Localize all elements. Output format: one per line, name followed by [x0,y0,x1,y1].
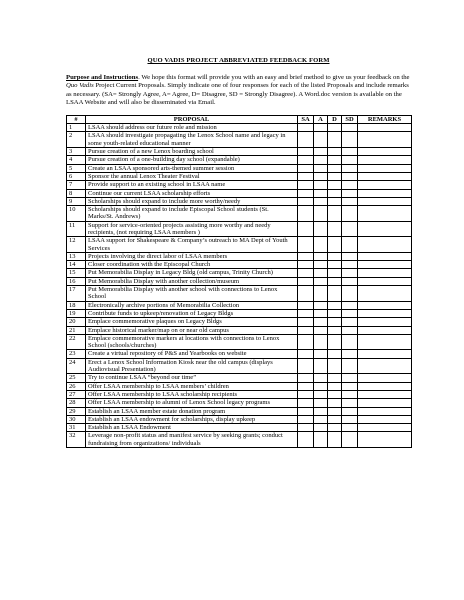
d-cell[interactable] [328,326,342,334]
a-cell[interactable] [314,407,328,415]
a-cell[interactable] [314,197,328,205]
sa-cell[interactable] [298,148,314,156]
sa-cell[interactable] [298,286,314,302]
header-num: # [67,115,86,124]
row-number: 10 [67,206,86,222]
row-number: 26 [67,382,86,390]
a-cell[interactable] [314,432,328,448]
proposal-text: Emplace commemorative markers at locations with connections to Lenox School (schools/churches) [86,334,298,350]
remarks-cell[interactable] [358,148,412,156]
a-cell[interactable] [314,382,328,390]
a-cell[interactable] [314,318,328,326]
proposal-text: Offer LSAA membership to alumni of Lenox School legacy programs [86,399,298,407]
row-number: 4 [67,156,86,164]
sa-cell[interactable] [298,277,314,285]
sa-cell[interactable] [298,358,314,374]
remarks-cell[interactable] [358,350,412,358]
feedback-form [66,57,411,448]
instructions-text-1: . We hope this format will provide you with an easy and brief method to give us your feedback on the [138,74,410,81]
sd-cell[interactable] [342,334,358,350]
header-a: A [314,115,328,124]
table-row [67,124,412,132]
sd-cell[interactable] [342,415,358,423]
proposal-text: Create an LSAA sponsored arts-themed summer session [86,164,298,172]
sa-cell[interactable] [298,252,314,260]
table-row [67,221,412,237]
row-number: 25 [67,374,86,382]
table-row [67,206,412,222]
table-row [67,261,412,269]
proposal-text: Put Memorabilia Display in Legacy Bldg (old campus, Trinity Church) [86,269,298,277]
a-cell[interactable] [314,252,328,260]
d-cell[interactable] [328,172,342,180]
row-number: 18 [67,301,86,309]
sa-cell[interactable] [298,399,314,407]
sa-cell[interactable] [298,301,314,309]
a-cell[interactable] [314,206,328,222]
a-cell[interactable] [314,237,328,253]
sa-cell[interactable] [298,132,314,148]
table-row [67,318,412,326]
table-row [67,197,412,205]
proposal-text: Establish an LSAA endowment for scholarships, display upkeep [86,415,298,423]
row-number: 30 [67,415,86,423]
remarks-cell[interactable] [358,399,412,407]
sa-cell[interactable] [298,309,314,317]
remarks-cell[interactable] [358,382,412,390]
sd-cell[interactable] [342,132,358,148]
a-cell[interactable] [314,286,328,302]
proposal-text: Sponsor the annual Lenox Theater Festival [86,172,298,180]
a-cell[interactable] [314,390,328,398]
proposal-text: Contribute funds to upkeep/renovation of Legacy Bldgs [86,309,298,317]
sd-cell[interactable] [342,374,358,382]
row-number: 14 [67,261,86,269]
remarks-cell[interactable] [358,432,412,448]
proposal-text: Scholarships should expand to include more worthy/needy [86,197,298,205]
remarks-cell[interactable] [358,374,412,382]
a-cell[interactable] [314,132,328,148]
sd-cell[interactable] [342,277,358,285]
row-number: 17 [67,286,86,302]
table-row [67,407,412,415]
table-row [67,374,412,382]
table-row [67,432,412,448]
remarks-cell[interactable] [358,424,412,432]
sd-cell[interactable] [342,197,358,205]
sa-cell[interactable] [298,206,314,222]
sa-cell[interactable] [298,407,314,415]
header-d: D [328,115,342,124]
table-row [67,252,412,260]
remarks-cell[interactable] [358,415,412,423]
row-number: 15 [67,269,86,277]
d-cell[interactable] [328,164,342,172]
header-proposal: PROPOSAL [86,115,298,124]
sd-cell[interactable] [342,189,358,197]
table-row [67,181,412,189]
proposal-text: Erect a Lenox School Information Kiosk near the old campus (displays Audiovisual Presentation) [86,358,298,374]
remarks-cell[interactable] [358,156,412,164]
remarks-cell[interactable] [358,390,412,398]
sd-cell[interactable] [342,358,358,374]
sd-cell[interactable] [342,269,358,277]
remarks-cell[interactable] [358,197,412,205]
table-row [67,172,412,180]
proposal-text: Offer LSAA membership to LSAA members’ children [86,382,298,390]
sd-cell[interactable] [342,309,358,317]
row-number: 29 [67,407,86,415]
remarks-cell[interactable] [358,407,412,415]
proposal-text: Provide support to an existing school in LSAA name [86,181,298,189]
table-row [67,326,412,334]
sd-cell[interactable] [342,156,358,164]
d-cell[interactable] [328,132,342,148]
proposal-text: LSAA support for Shakespeare & Company’s outreach to MA Dept of Youth Services [86,237,298,253]
instructions-text-2: Project Current Proposals. Simply indicate one of four responses for each of the listed Proposals and include remarks as necessary. (SA= Strongly Agree, A= Agree, D= Disagree, SD = Strongly Disagree). A Word.doc version is available on the LSAA Website and will also be disseminated via Email. [66,82,409,107]
sd-cell[interactable] [342,206,358,222]
remarks-cell[interactable] [358,237,412,253]
row-number: 7 [67,181,86,189]
d-cell[interactable] [328,350,342,358]
a-cell[interactable] [314,424,328,432]
a-cell[interactable] [314,399,328,407]
a-cell[interactable] [314,374,328,382]
table-row [67,301,412,309]
header-sa: SA [298,115,314,124]
table-row [67,189,412,197]
table-row [67,156,412,164]
a-cell[interactable] [314,309,328,317]
table-row [67,350,412,358]
sd-cell[interactable] [342,350,358,358]
instructions-paragraph [66,74,411,108]
d-cell[interactable] [328,415,342,423]
remarks-cell[interactable] [358,189,412,197]
a-cell[interactable] [314,269,328,277]
d-cell[interactable] [328,382,342,390]
row-number: 24 [67,358,86,374]
proposal-text: Electronically archive portions of Memorabilia Collection [86,301,298,309]
d-cell[interactable] [328,399,342,407]
d-cell[interactable] [328,407,342,415]
proposal-text: LSAA should investigate propagating the Lenox School name and legacy in some youth-related educational manner [86,132,298,148]
a-cell[interactable] [314,124,328,132]
sd-cell[interactable] [342,424,358,432]
table-body [67,124,412,448]
table-row [67,277,412,285]
remarks-cell[interactable] [358,164,412,172]
proposal-text: Support for service-oriented projects assisting more worthy and needy recipients, (not requiring LSAA members ) [86,221,298,237]
sa-cell[interactable] [298,156,314,164]
form-title: QUO VADIS PROJECT ABBREVIATED FEEDBACK FORM [147,57,330,64]
sd-cell[interactable] [342,148,358,156]
proposal-text: Continue our current LSAA scholarship efforts [86,189,298,197]
row-number: 8 [67,189,86,197]
d-cell[interactable] [328,189,342,197]
row-number: 16 [67,277,86,285]
d-cell[interactable] [328,206,342,222]
row-number: 12 [67,237,86,253]
sa-cell[interactable] [298,334,314,350]
d-cell[interactable] [328,269,342,277]
remarks-cell[interactable] [358,269,412,277]
table-row [67,399,412,407]
a-cell[interactable] [314,164,328,172]
d-cell[interactable] [328,301,342,309]
d-cell[interactable] [328,252,342,260]
d-cell[interactable] [328,432,342,448]
row-number: 31 [67,424,86,432]
d-cell[interactable] [328,390,342,398]
a-cell[interactable] [314,189,328,197]
row-number: 32 [67,432,86,448]
instructions-heading: Purpose and Instructions [66,74,139,81]
d-cell[interactable] [328,148,342,156]
row-number: 19 [67,309,86,317]
remarks-cell[interactable] [358,252,412,260]
sd-cell[interactable] [342,301,358,309]
sa-cell[interactable] [298,390,314,398]
d-cell[interactable] [328,277,342,285]
remarks-cell[interactable] [358,326,412,334]
row-number: 27 [67,390,86,398]
a-cell[interactable] [314,358,328,374]
sd-cell[interactable] [342,237,358,253]
remarks-cell[interactable] [358,132,412,148]
sa-cell[interactable] [298,197,314,205]
a-cell[interactable] [314,156,328,164]
sd-cell[interactable] [342,432,358,448]
remarks-cell[interactable] [358,221,412,237]
sd-cell[interactable] [342,318,358,326]
row-number: 20 [67,318,86,326]
table-row [67,132,412,148]
d-cell[interactable] [328,374,342,382]
row-number: 6 [67,172,86,180]
table-row [67,309,412,317]
sd-cell[interactable] [342,286,358,302]
a-cell[interactable] [314,350,328,358]
sd-cell[interactable] [342,172,358,180]
header-remarks: REMARKS [358,115,412,124]
proposal-text: Pursue creation of a one-building day school (expandable) [86,156,298,164]
table-row [67,424,412,432]
row-number: 22 [67,334,86,350]
table-row [67,382,412,390]
sa-cell[interactable] [298,261,314,269]
table-row [67,390,412,398]
sd-cell[interactable] [342,164,358,172]
a-cell[interactable] [314,261,328,269]
remarks-cell[interactable] [358,286,412,302]
table-row [67,334,412,350]
table-row [67,237,412,253]
sd-cell[interactable] [342,399,358,407]
d-cell[interactable] [328,156,342,164]
row-number: 2 [67,132,86,148]
a-cell[interactable] [314,301,328,309]
sd-cell[interactable] [342,390,358,398]
sa-cell[interactable] [298,432,314,448]
proposal-text: Establish an LSAA member estate donation program [86,407,298,415]
d-cell[interactable] [328,334,342,350]
a-cell[interactable] [314,415,328,423]
row-number: 11 [67,221,86,237]
sa-cell[interactable] [298,189,314,197]
table-row [67,148,412,156]
sd-cell[interactable] [342,261,358,269]
a-cell[interactable] [314,181,328,189]
sd-cell[interactable] [342,124,358,132]
remarks-cell[interactable] [358,358,412,374]
a-cell[interactable] [314,172,328,180]
sa-cell[interactable] [298,350,314,358]
row-number: 9 [67,197,86,205]
sa-cell[interactable] [298,164,314,172]
sa-cell[interactable] [298,415,314,423]
d-cell[interactable] [328,358,342,374]
sa-cell[interactable] [298,269,314,277]
a-cell[interactable] [314,334,328,350]
remarks-cell[interactable] [358,206,412,222]
remarks-cell[interactable] [358,334,412,350]
row-number: 5 [67,164,86,172]
proposal-text: Pursue creation of a new Lenox boarding school [86,148,298,156]
remarks-cell[interactable] [358,172,412,180]
d-cell[interactable] [328,237,342,253]
a-cell[interactable] [314,326,328,334]
proposal-text: Put Memorabilia Display with another collection/museum [86,277,298,285]
table-row [67,415,412,423]
sa-cell[interactable] [298,424,314,432]
d-cell[interactable] [328,309,342,317]
sd-cell[interactable] [342,221,358,237]
sa-cell[interactable] [298,326,314,334]
table-row [67,286,412,302]
table-header-row [67,115,412,124]
d-cell[interactable] [328,181,342,189]
proposal-text: Projects involving the direct labor of LSAA members [86,252,298,260]
a-cell[interactable] [314,221,328,237]
sa-cell[interactable] [298,221,314,237]
d-cell[interactable] [328,286,342,302]
d-cell[interactable] [328,124,342,132]
proposal-text: Emplace historical marker/map on or near old campus [86,326,298,334]
remarks-cell[interactable] [358,124,412,132]
remarks-cell[interactable] [358,181,412,189]
a-cell[interactable] [314,148,328,156]
proposal-text: Create a virtual repository of P&S and Yearbooks on website [86,350,298,358]
proposal-text: Offer LSAA membership to LSAA scholarship recipients [86,390,298,398]
sa-cell[interactable] [298,181,314,189]
row-number: 13 [67,252,86,260]
sa-cell[interactable] [298,382,314,390]
proposal-table [66,115,412,448]
table-row [67,269,412,277]
table-row [67,164,412,172]
sd-cell[interactable] [342,181,358,189]
d-cell[interactable] [328,424,342,432]
d-cell[interactable] [328,221,342,237]
proposal-text: LSAA should address our future role and mission [86,124,298,132]
sa-cell[interactable] [298,374,314,382]
remarks-cell[interactable] [358,309,412,317]
d-cell[interactable] [328,197,342,205]
row-number: 1 [67,124,86,132]
proposal-text: Emplace commemorative plaques on Legacy Bldgs [86,318,298,326]
row-number: 3 [67,148,86,156]
row-number: 23 [67,350,86,358]
proposal-text: Put Memorabilia Display with another school with connections to Lenox School [86,286,298,302]
remarks-cell[interactable] [358,318,412,326]
sd-cell[interactable] [342,326,358,334]
row-number: 28 [67,399,86,407]
a-cell[interactable] [314,277,328,285]
row-number: 21 [67,326,86,334]
table-row [67,358,412,374]
sa-cell[interactable] [298,172,314,180]
remarks-cell[interactable] [358,301,412,309]
remarks-cell[interactable] [358,261,412,269]
sa-cell[interactable] [298,318,314,326]
instructions-italic: Quo Vadis [66,82,94,90]
sd-cell[interactable] [342,407,358,415]
sd-cell[interactable] [342,382,358,390]
proposal-text: Scholarships should expand to include Episcopal School students (St. Marks/St. Andrews) [86,206,298,222]
proposal-text: Closer coordination with the Episcopal Church [86,261,298,269]
sd-cell[interactable] [342,252,358,260]
d-cell[interactable] [328,261,342,269]
sa-cell[interactable] [298,124,314,132]
proposal-text: Establish an LSAA Endowment [86,424,298,432]
header-sd: SD [342,115,358,124]
proposal-text: Leverage non-profit status and manifest service by seeking grants; conduct fundraising from organizations/ individuals [86,432,298,448]
d-cell[interactable] [328,318,342,326]
proposal-text: Try to continue LSAA “beyond our time” [86,374,298,382]
remarks-cell[interactable] [358,277,412,285]
sa-cell[interactable] [298,237,314,253]
